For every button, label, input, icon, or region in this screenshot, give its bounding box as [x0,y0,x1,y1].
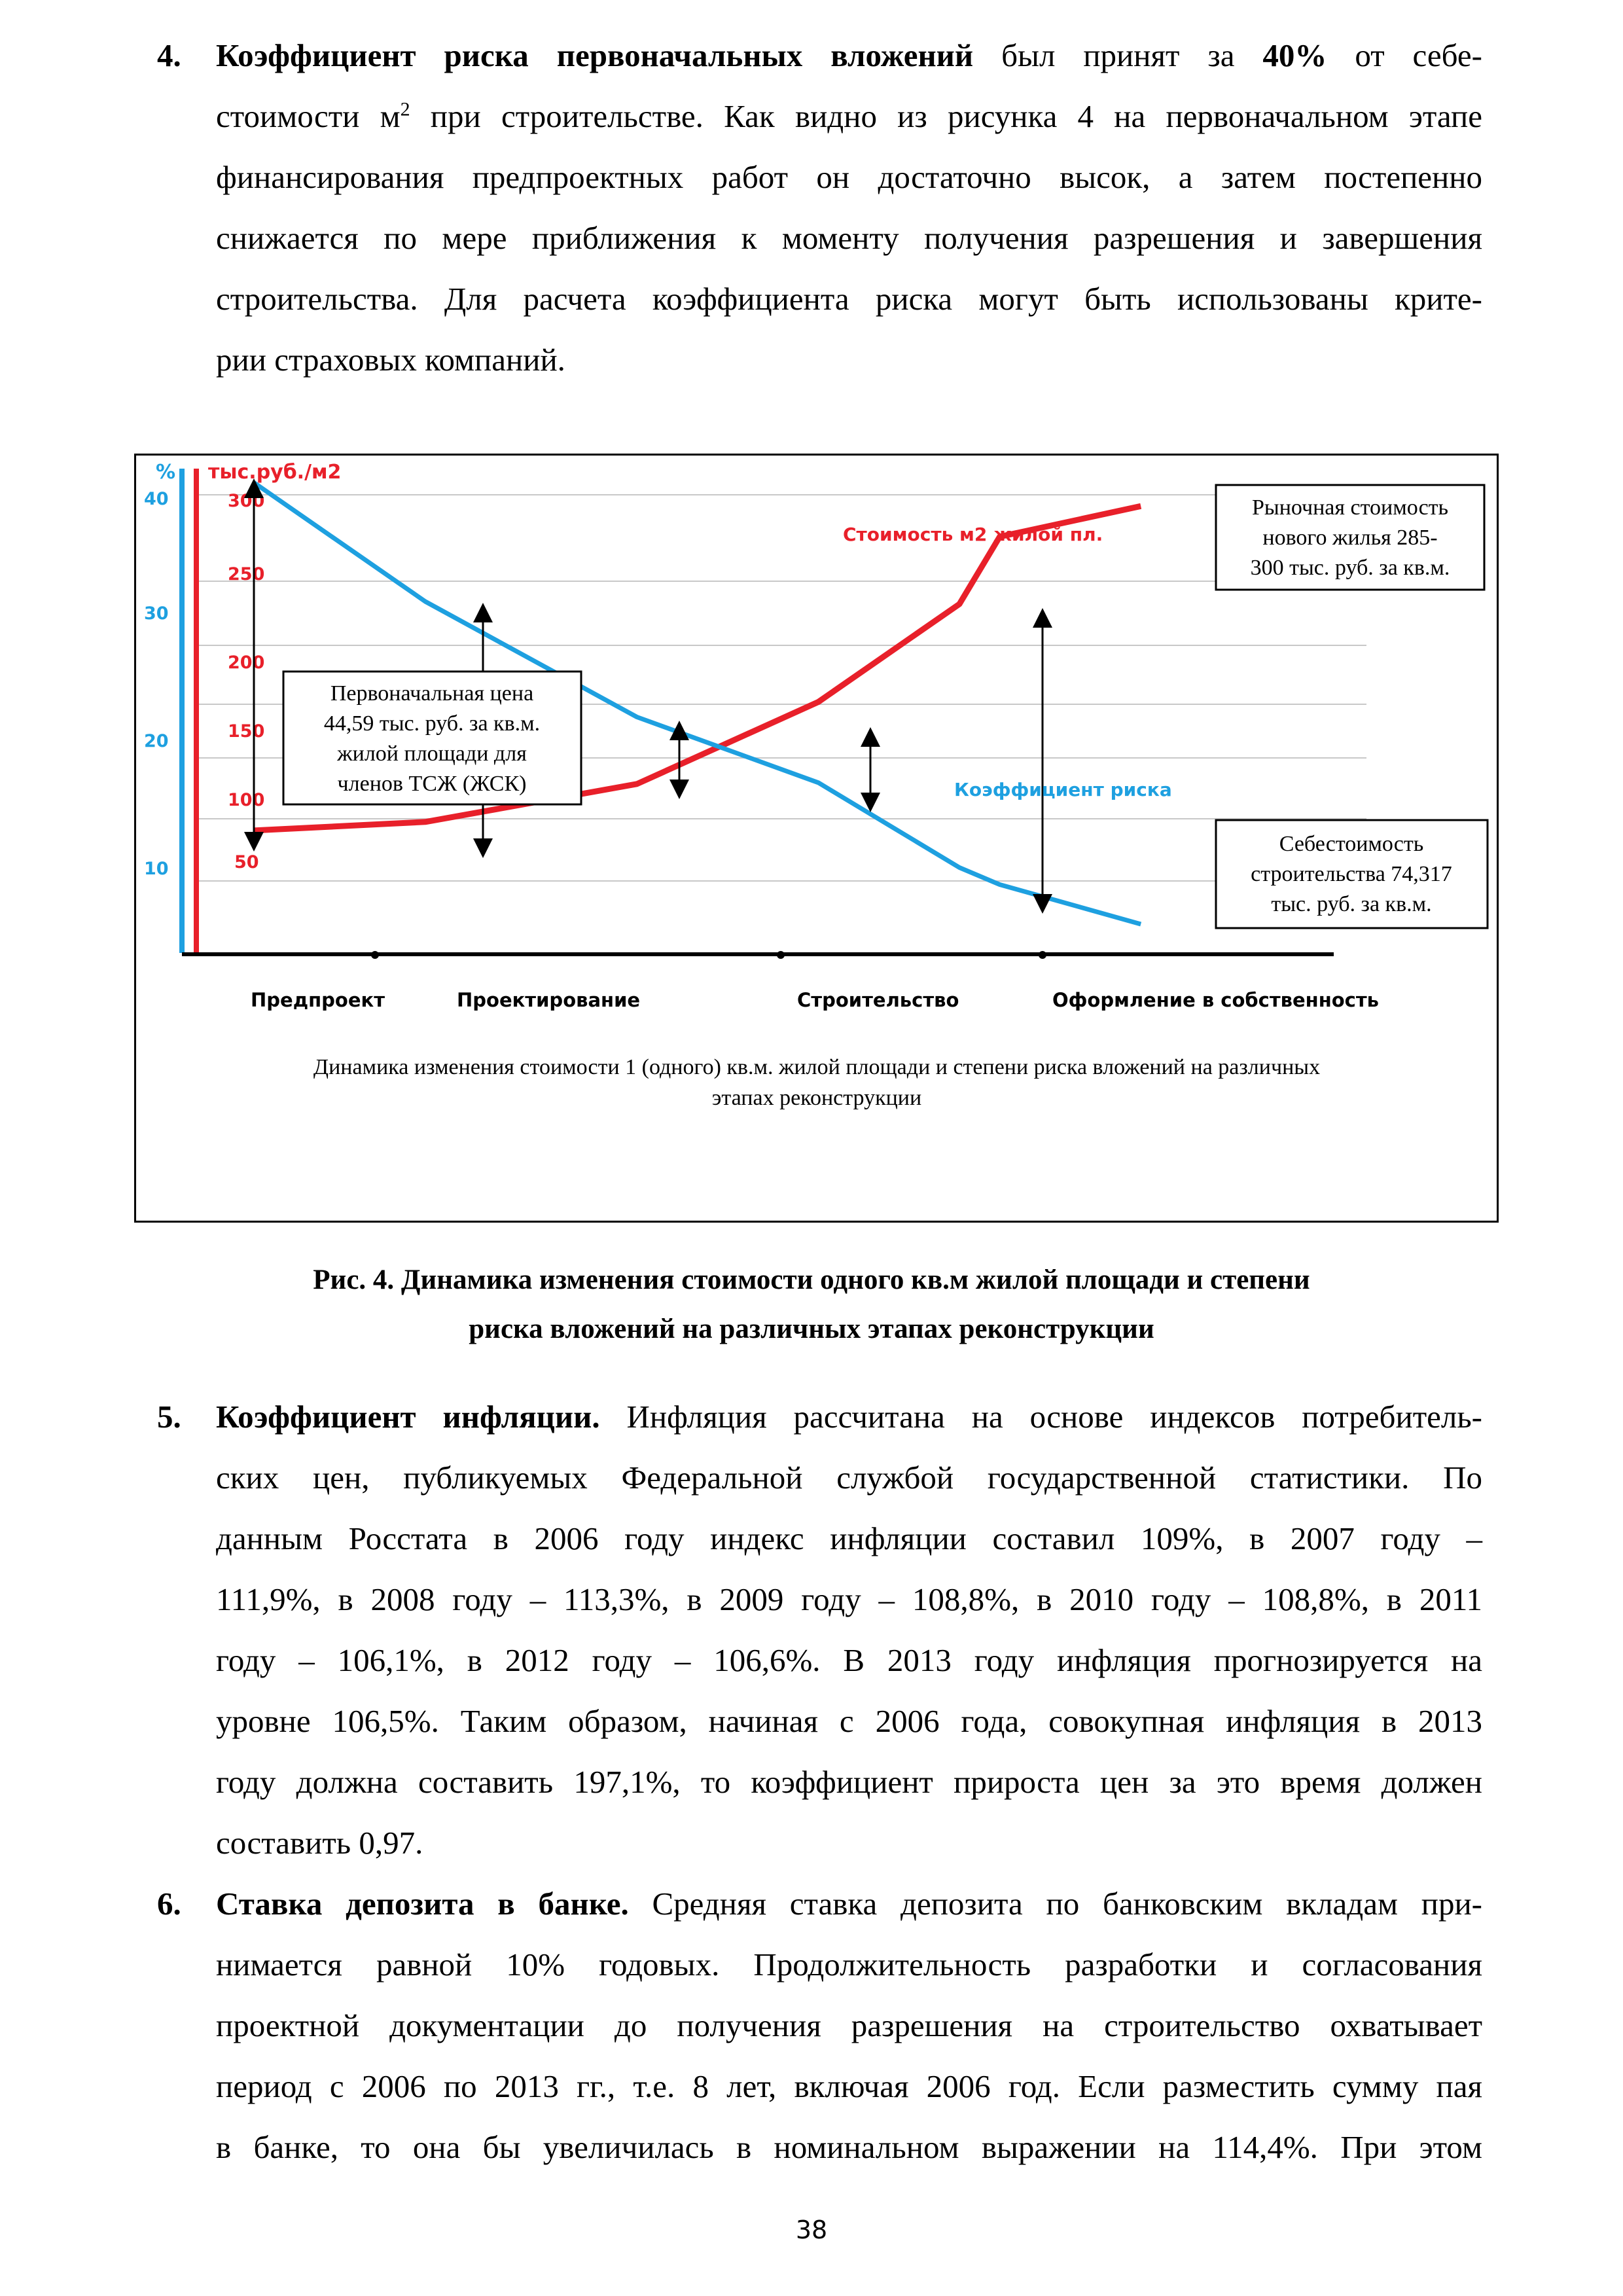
box-market-line: нового жилья 285- [1262,526,1438,550]
item-5 [157,1386,1482,1873]
stage-tick [371,951,379,959]
cost-tick: 300 [228,491,265,511]
stage-label: Проектирование [457,989,641,1011]
item-6-line-3: проектной документации до получения разрешения на строительство охватывает [216,2007,1482,2043]
item-4 [157,25,1482,390]
item-5-number: 5. [157,1399,181,1435]
inner-caption-1: Динамика изменения стоимости 1 (одного) кв.м. жилой площади и степени риска вложений на различных [313,1055,1321,1079]
cost-tick: 150 [228,721,265,742]
box-market-line: Рыночная стоимость [1251,495,1449,520]
item-5-line-2: ских цен, публикуемых Федеральной службой государственной статистики. По [216,1460,1482,1496]
stage-label: Строительство [797,989,959,1011]
stage-tick [777,951,785,959]
item-6-line-5: в банке, то она бы увеличилась в номинальном выражении на 114,4%. При этом [216,2129,1482,2165]
item-4-line-1: Коэффициент риска первоначальных вложений был принят за 40% от себе- [216,37,1482,73]
item-5-line-5: году – 106,1%, в 2012 году – 106,6%. В 2013 году инфляция прогнозируется на [216,1642,1482,1678]
item-4-line-2: стоимости $м^2$ при строительстве. Как видно из рисунка 4 на первоначальном этапе [216,98,1482,134]
item-4-number: 4. [157,37,181,73]
cost-series-label: Стоимость м2 жилой пл. [843,524,1103,545]
item-4-line-5: строительства. Для расчета коэффициента риска могут быть использованы крите- [216,281,1482,317]
box-market-price [1216,485,1484,590]
box-cost-line: строительства 74,317 [1251,862,1452,886]
item-4-line-6: рии страховых компаний. [216,342,565,378]
box-initial-price [283,672,581,804]
cost-ticks [228,491,264,872]
page-number: 38 [795,2215,828,2244]
box-construction-cost [1216,820,1488,928]
cost-tick: 250 [228,564,265,584]
box-initial-line: членов ТСЖ (ЖСК) [337,772,527,796]
caption-line-2: риска вложений на различных этапах реконструкции [469,1314,1154,1344]
inner-caption-2: этапах реконструкции [711,1086,922,1110]
item-5-line-4: 111,9%, в 2008 году – 113,3%, в 2009 году – 108,8%, в 2010 году – 108,8%, в 2011 [216,1581,1482,1617]
risk-cost-chart [136,456,1497,1221]
item-5-line-8: составить 0,97. [216,1825,423,1861]
cost-tick: 200 [228,653,265,673]
figure-frame [134,454,1499,1223]
pct-tick: 20 [144,731,169,751]
pct-tick: 40 [144,489,169,509]
item-6-line-2: нимается равной 10% годовых. Продолжительность разработки и согласования [216,1946,1482,1982]
item-5-line-6: уровне 106,5%. Таким образом, начиная с 2006 года, совокупная инфляция в 2013 [216,1703,1482,1739]
box-initial-line: Первоначальная цена [330,681,534,706]
pct-unit-label: % [156,461,176,484]
cost-tick: 50 [234,852,259,872]
caption-line-1: Рис. 4. Динамика изменения стоимости одного кв.м жилой площади и степени [313,1265,1310,1295]
item-5-line-7: году должна составить 197,1%, то коэффициент прироста цен за это время должен [216,1764,1482,1800]
item-6-number: 6. [157,1886,181,1922]
item-6-line-1: Ставка депозита в банке. Средняя ставка депозита по банковским вкладам при- [216,1886,1482,1922]
item-5-line-1: Коэффициент инфляции. Инфляция рассчитана на основе индексов потребитель- [216,1399,1482,1435]
item-4-line-4: снижается по мере приближения к моменту получения разрешения и завершения [216,220,1482,256]
item-6-line-4: период с 2006 по 2013 гг., т.е. 8 лет, включая 2006 год. Если разместить сумму пая [216,2068,1482,2104]
figure-caption [0,1255,1623,1354]
item-6 [157,1873,1482,2178]
box-market-line: 300 тыс. руб. за кв.м. [1250,556,1450,580]
cost-unit-label: тыс.руб./м2 [208,461,342,484]
box-initial-line: жилой площади для [337,742,527,766]
risk-series-label: Коэффициент риска [954,779,1172,800]
box-cost-line: тыс. руб. за кв.м. [1271,892,1432,916]
pct-ticks [144,489,169,879]
item-5-line-3: данным Росстата в 2006 году индекс инфляции составил 109%, в 2007 году – [216,1520,1482,1556]
cost-tick: 100 [228,790,265,810]
pct-tick: 30 [144,603,169,624]
box-cost-line: Себестоимость [1279,832,1424,856]
box-initial-line: 44,59 тыс. руб. за кв.м. [323,711,541,736]
stage-tick [1039,951,1046,959]
pct-tick: 10 [144,859,169,879]
stage-label: Оформление в собственность [1052,989,1380,1011]
item-4-line-3: финансирования предпроектных работ он достаточно высок, а затем постепенно [216,159,1482,195]
stage-label: Предпроект [251,989,385,1011]
